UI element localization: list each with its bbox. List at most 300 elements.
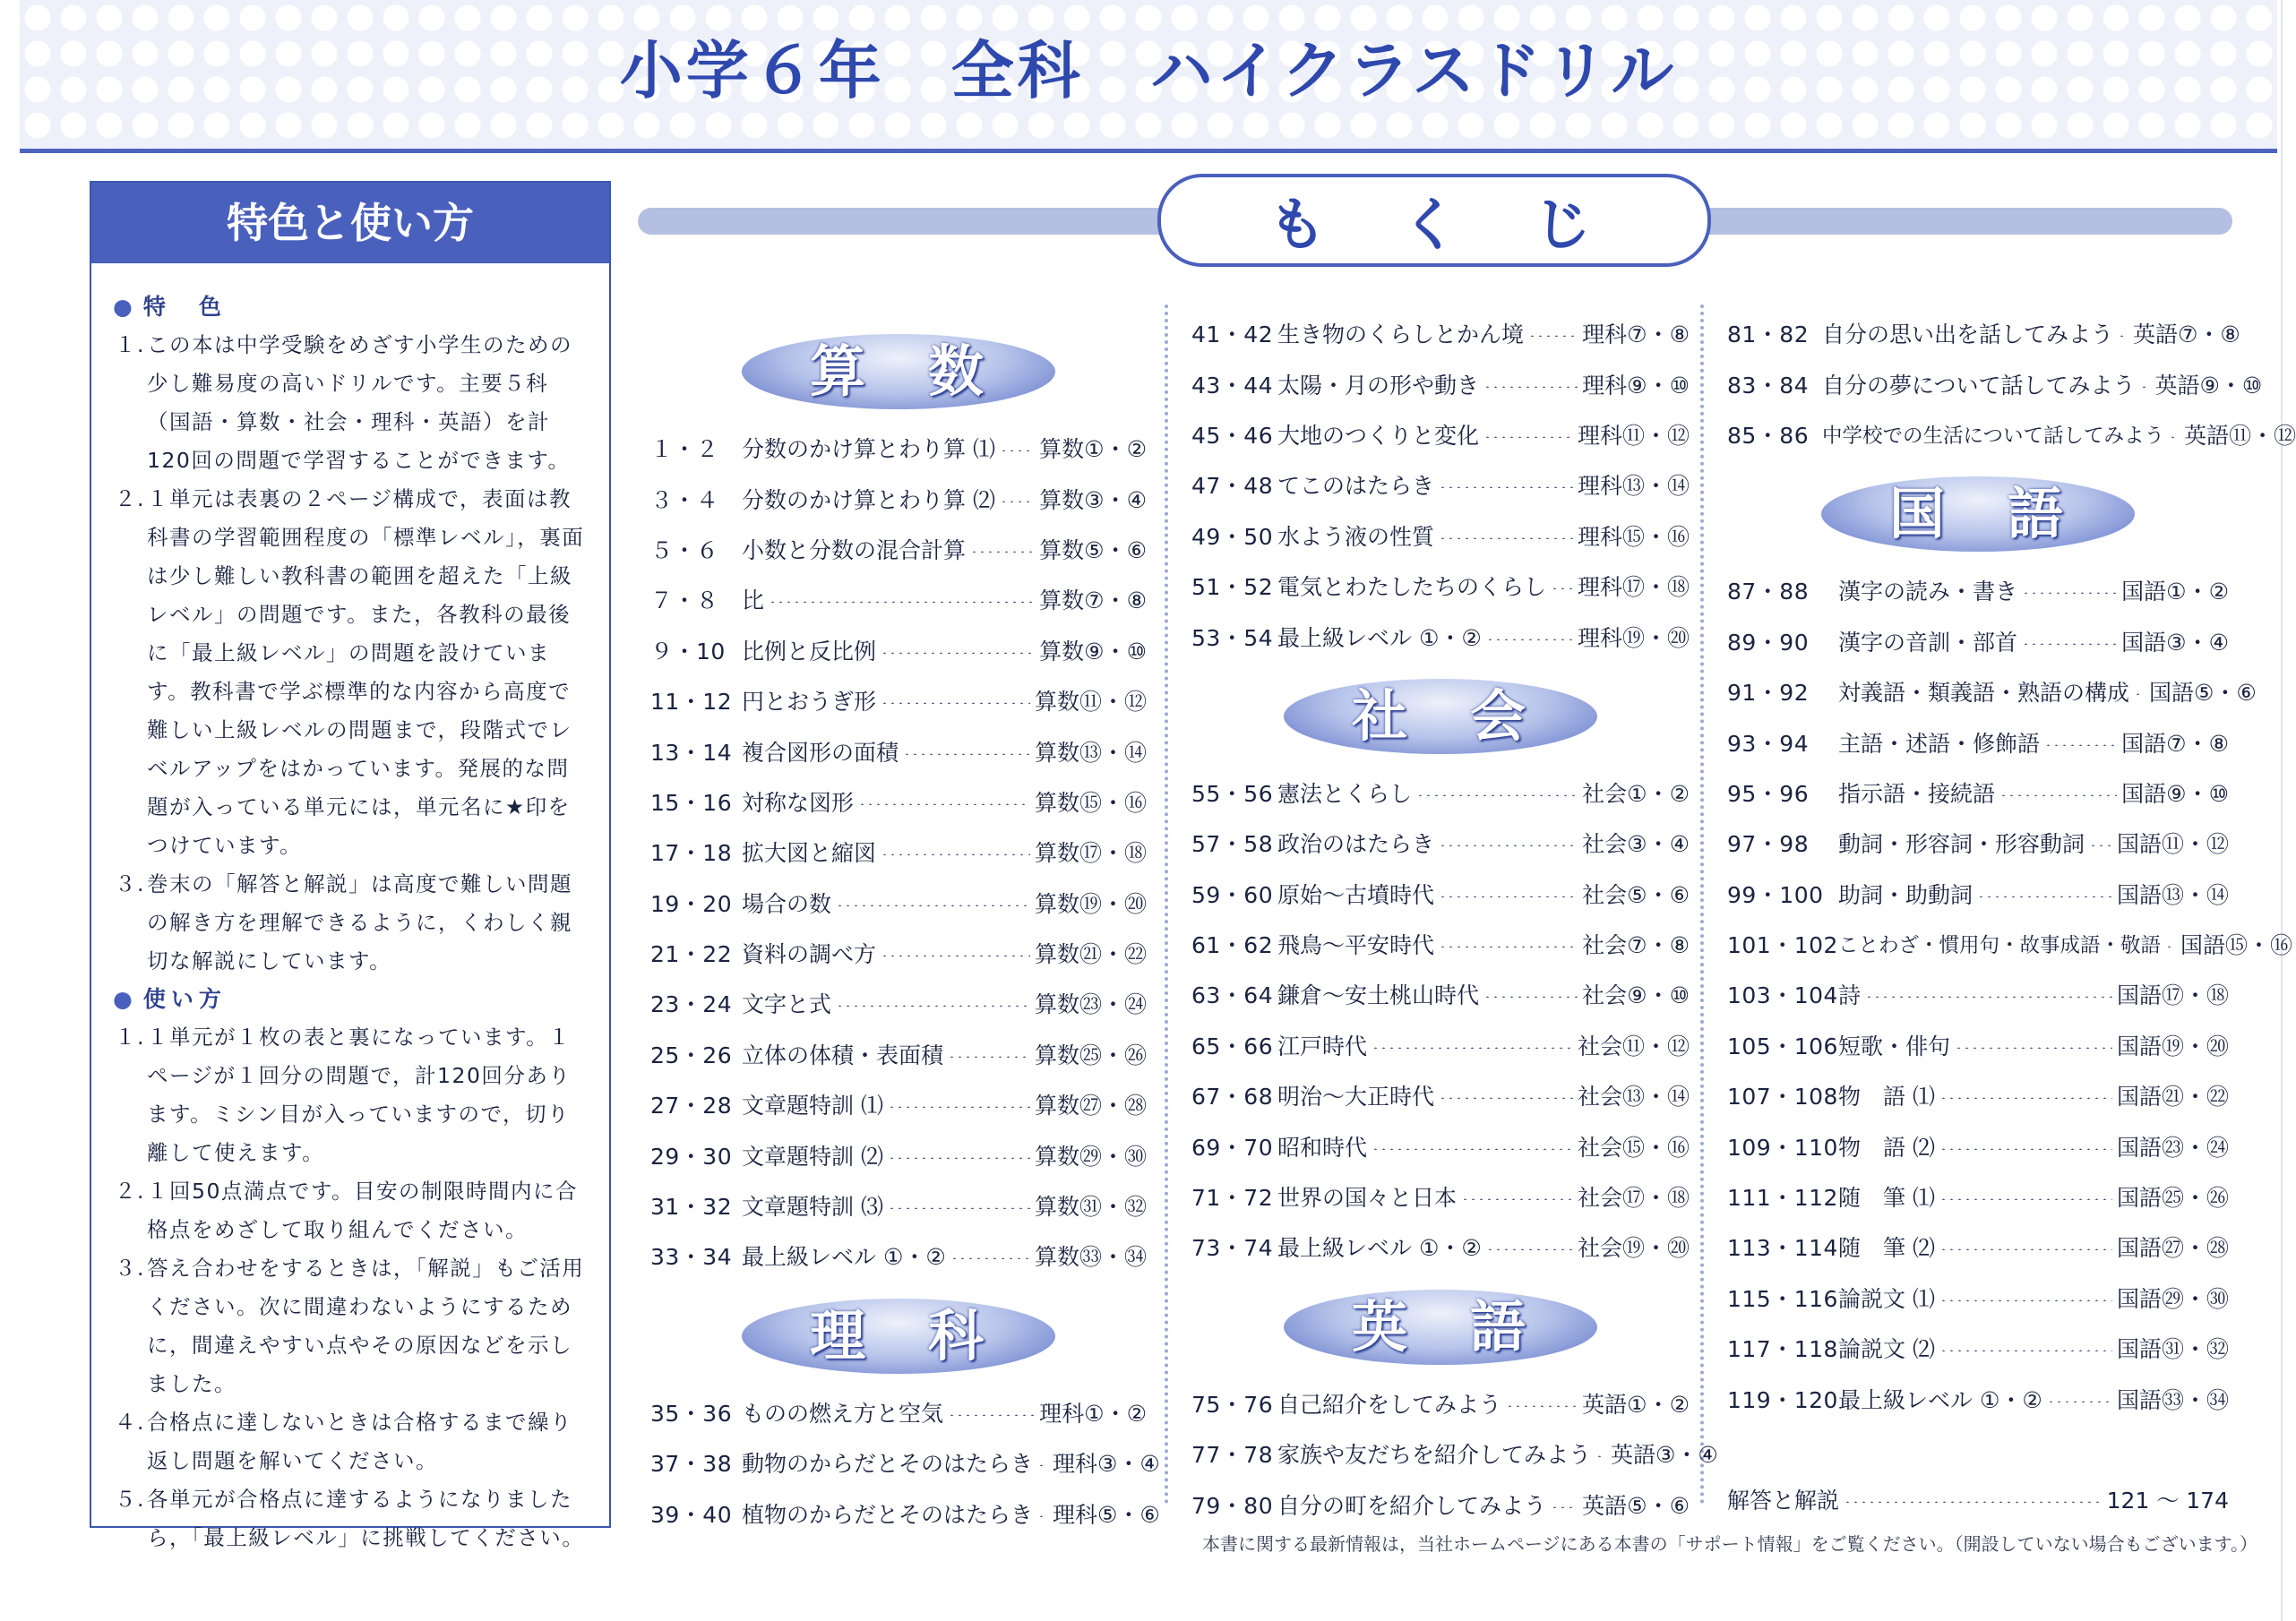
dot-leader bbox=[2022, 643, 2117, 645]
toc-entry[interactable] bbox=[1191, 919, 1690, 969]
toc-page-range: 85・86 bbox=[1727, 422, 1810, 449]
toc-unit-ref: 国語⑲・⑳ bbox=[2116, 1033, 2229, 1059]
toc-page-range: 39・40 bbox=[650, 1501, 733, 1528]
toc-entry[interactable] bbox=[1191, 1479, 1690, 1529]
toc-page-range: 29・30 bbox=[650, 1143, 733, 1170]
toc-entry[interactable] bbox=[1727, 409, 2296, 459]
toc-entry[interactable] bbox=[650, 1029, 1147, 1079]
toc-page-range: 99・100 bbox=[1727, 881, 1824, 908]
dot-leader bbox=[948, 1056, 1030, 1058]
toc-unit-ref: 社会⑰・⑱ bbox=[1577, 1185, 1690, 1212]
toc-unit-name: 対称な図形 bbox=[742, 789, 855, 816]
usage-item-text: 答え合わせをするときは，「解説」もご活用ください。次に間違わないようにするために，間違えやすい点やその原因などを示しました。 bbox=[147, 1256, 585, 1396]
toc-entry[interactable] bbox=[1191, 969, 1690, 1019]
toc-unit-name: 分数のかけ算とわり算 ⑴ bbox=[742, 436, 995, 463]
toc-entry[interactable] bbox=[1727, 1373, 2229, 1423]
toc-page-range: ３・４ bbox=[650, 486, 719, 513]
toc-unit-name: 最上級レベル ①・② bbox=[1838, 1386, 2042, 1413]
toc-unit-ref: 社会⑬・⑭ bbox=[1577, 1084, 1690, 1111]
dot-leader bbox=[1439, 486, 1573, 488]
toc-unit-ref: 理科①・② bbox=[1039, 1400, 1147, 1427]
toc-unit-ref: 算数⑲・⑳ bbox=[1034, 890, 1147, 917]
toc-unit-ref: 理科⑨・⑩ bbox=[1582, 372, 1690, 399]
subject-label-math: 算 数 bbox=[742, 334, 1055, 409]
toc-unit-ref: 算数⑬・⑭ bbox=[1034, 739, 1147, 766]
usage-item-number: ５. bbox=[115, 1487, 145, 1512]
subject-label-science: 理 科 bbox=[742, 1299, 1055, 1374]
english-entries-continued bbox=[1727, 308, 2296, 459]
toc-entry[interactable] bbox=[650, 423, 1147, 473]
toc-entry[interactable] bbox=[1191, 561, 1690, 611]
toc-entry[interactable] bbox=[1727, 358, 2263, 408]
toc-page-range: 97・98 bbox=[1727, 831, 1810, 858]
toc-unit-name: ことわざ・慣用句・故事成語・敬語 bbox=[1838, 934, 2162, 958]
dot-leader bbox=[1939, 1350, 2112, 1351]
dot-leader bbox=[2047, 1401, 2112, 1402]
dot-leader bbox=[1037, 1464, 1048, 1466]
toc-unit-name: 自分の町を紹介してみよう bbox=[1277, 1492, 1547, 1519]
toc-entry[interactable] bbox=[650, 1231, 1147, 1281]
usage-section-head bbox=[113, 981, 591, 1018]
contents-column-3 bbox=[1727, 308, 2296, 1524]
toc-entry[interactable] bbox=[1191, 1378, 1690, 1428]
usage-item-text: １回50点満点です。目安の制限時間内に合格点をめざして取り組んでください。 bbox=[147, 1179, 579, 1242]
toc-unit-ref: 社会③・④ bbox=[1582, 831, 1690, 858]
toc-unit-ref: 英語①・② bbox=[1582, 1391, 1690, 1418]
toc-entry[interactable] bbox=[1727, 768, 2229, 818]
toc-entry[interactable] bbox=[650, 1079, 1147, 1129]
toc-unit-ref: 算数⑨・⑩ bbox=[1039, 638, 1147, 665]
toc-entry[interactable] bbox=[1191, 611, 1690, 661]
toc-unit-ref: 社会⑪・⑫ bbox=[1577, 1033, 1690, 1059]
dot-leader bbox=[1551, 588, 1573, 589]
toc-entry[interactable] bbox=[1191, 459, 1690, 510]
toc-entry[interactable] bbox=[1727, 1070, 2229, 1120]
science-entries bbox=[650, 1387, 1160, 1539]
toc-unit-name: 物 語 ⑴ bbox=[1838, 1084, 1935, 1111]
toc-unit-ref: 国語①・② bbox=[2121, 579, 2229, 605]
toc-page-range: 23・24 bbox=[650, 991, 733, 1018]
toc-unit-ref: 理科⑲・⑳ bbox=[1577, 624, 1690, 651]
toc-unit-name: 昭和時代 bbox=[1277, 1134, 1368, 1161]
toc-unit-ref: 国語⑨・⑩ bbox=[2121, 780, 2229, 807]
toc-entry[interactable] bbox=[650, 1437, 1160, 1488]
toc-page-range: 57・58 bbox=[1191, 831, 1274, 858]
usage-item-text: 各単元が合格点に達するようになりましたら，「最上級レベル」に挑戦してください。 bbox=[147, 1487, 585, 1550]
toc-entry[interactable] bbox=[1191, 869, 1690, 919]
toc-page-range: ７・８ bbox=[650, 588, 719, 614]
answers-spacer bbox=[1727, 1424, 2229, 1474]
toc-unit-ref: 国語㉑・㉒ bbox=[2116, 1084, 2229, 1111]
toc-unit-ref: 英語⑪・⑫ bbox=[2184, 422, 2296, 449]
toc-unit-name: 最上級レベル ①・② bbox=[1277, 624, 1482, 651]
toc-unit-ref: 算数①・② bbox=[1039, 436, 1147, 463]
features-body bbox=[91, 263, 609, 1557]
toc-entry[interactable] bbox=[1191, 1222, 1690, 1272]
dot-leader bbox=[1939, 1097, 2112, 1099]
dot-leader bbox=[1372, 1047, 1573, 1049]
toc-entry[interactable] bbox=[1727, 1273, 2229, 1323]
toc-page-range: 51・52 bbox=[1191, 574, 1274, 601]
toc-unit-ref: 国語㉗・㉘ bbox=[2116, 1235, 2229, 1262]
toc-unit-name: 家族や友だちを紹介してみよう bbox=[1277, 1442, 1592, 1469]
toc-page-range: 91・92 bbox=[1727, 680, 1810, 707]
dot-leader bbox=[2118, 335, 2128, 337]
dot-leader bbox=[1939, 1248, 2112, 1250]
dot-leader bbox=[1000, 501, 1035, 502]
feature-item bbox=[113, 326, 591, 480]
toc-unit-name: 漢字の読み・書き bbox=[1838, 579, 2018, 605]
toc-page-range: 93・94 bbox=[1727, 730, 1810, 757]
dot-leader bbox=[1939, 1148, 2112, 1150]
toc-unit-ref: 国語⑬・⑭ bbox=[2116, 881, 2229, 908]
toc-unit-name: ものの燃え方と空気 bbox=[742, 1400, 944, 1427]
toc-unit-ref: 英語⑨・⑩ bbox=[2154, 372, 2263, 399]
toc-unit-ref: 算数㉙・㉚ bbox=[1034, 1143, 1147, 1170]
toc-unit-name: 政治のはたらき bbox=[1277, 831, 1435, 858]
toc-unit-ref: 算数㉑・㉒ bbox=[1034, 941, 1147, 968]
toc-unit-name: 随 筆 ⑵ bbox=[1838, 1235, 1935, 1262]
toc-unit-name: 比 bbox=[742, 588, 765, 614]
dot-leader bbox=[970, 551, 1035, 553]
usage-item-text: 合格点に達しないときは合格するまで繰り返し問題を解いてください。 bbox=[147, 1410, 572, 1473]
toc-unit-ref: 理科⑬・⑭ bbox=[1577, 473, 1690, 500]
toc-unit-ref: 理科⑦・⑧ bbox=[1582, 322, 1690, 348]
toc-unit-name: 憲法とくらし bbox=[1277, 780, 1413, 807]
usage-item-number: ３. bbox=[115, 1256, 145, 1281]
toc-entry[interactable] bbox=[1727, 565, 2229, 615]
japanese-entries bbox=[1727, 565, 2293, 1424]
usage-item-number: ２. bbox=[115, 1179, 145, 1204]
toc-unit-name: 自分の思い出を話してみよう bbox=[1822, 322, 2114, 348]
toc-unit-ref: 社会⑤・⑥ bbox=[1582, 881, 1690, 908]
usage-section-label: 使い方 bbox=[142, 986, 227, 1012]
toc-unit-name: 生き物のくらしとかん境 bbox=[1277, 322, 1525, 348]
toc-entry[interactable] bbox=[1727, 1171, 2229, 1222]
toc-unit-ref: 国語㉙・㉚ bbox=[2116, 1285, 2229, 1312]
toc-page-range: 107・108 bbox=[1727, 1084, 1838, 1111]
toc-page-range: 11・12 bbox=[650, 689, 733, 716]
toc-page-range: 19・20 bbox=[650, 890, 733, 917]
toc-unit-ref: 国語③・④ bbox=[2121, 629, 2229, 656]
toc-entry[interactable] bbox=[1727, 716, 2229, 767]
toc-page-range: 87・88 bbox=[1727, 579, 1810, 605]
toc-page-range: 65・66 bbox=[1191, 1033, 1274, 1059]
usage-item-number: ４. bbox=[115, 1410, 145, 1435]
feature-item-number: １. bbox=[115, 332, 145, 357]
toc-page-range: 37・38 bbox=[650, 1451, 733, 1478]
dot-leader bbox=[1528, 335, 1578, 337]
toc-entry[interactable] bbox=[1191, 358, 1690, 408]
toc-unit-ref: 英語⑤・⑥ bbox=[1582, 1492, 1690, 1519]
feature-item-number: ２. bbox=[115, 486, 145, 511]
toc-unit-ref: 国語⑤・⑥ bbox=[2149, 680, 2257, 707]
toc-page-range: ５・６ bbox=[650, 536, 719, 563]
toc-unit-ref: 国語㉓・㉔ bbox=[2116, 1134, 2229, 1161]
toc-unit-ref: 理科③・④ bbox=[1053, 1451, 1160, 1478]
toc-unit-name: 江戸時代 bbox=[1277, 1033, 1368, 1059]
toc-page-range: 41・42 bbox=[1191, 322, 1274, 348]
toc-entry[interactable] bbox=[1191, 1120, 1690, 1171]
toc-unit-ref: 理科⑪・⑫ bbox=[1577, 422, 1690, 449]
toc-page-range: 31・32 bbox=[650, 1194, 733, 1221]
toc-unit-name: 文字と式 bbox=[742, 991, 832, 1018]
dot-leader bbox=[888, 1157, 1030, 1159]
toc-entry[interactable] bbox=[650, 827, 1147, 877]
answers-entry[interactable] bbox=[1727, 1474, 2229, 1524]
toc-entry[interactable] bbox=[1727, 969, 2229, 1019]
toc-entry[interactable] bbox=[650, 776, 1147, 827]
toc-page-range: 53・54 bbox=[1191, 624, 1274, 651]
dot-leader bbox=[1483, 996, 1578, 998]
toc-unit-name: 物 語 ⑵ bbox=[1838, 1134, 1935, 1161]
toc-unit-name: 資料の調べ方 bbox=[742, 941, 877, 968]
toc-unit-name: 電気とわたしたちのくらし bbox=[1277, 574, 1547, 601]
features-section-head bbox=[113, 288, 591, 326]
dot-leader bbox=[1999, 794, 2117, 796]
toc-unit-name: 明治～大正時代 bbox=[1277, 1084, 1435, 1111]
toc-unit-name: 比例と反比例 bbox=[742, 638, 877, 665]
column-divider bbox=[1165, 304, 1168, 1505]
toc-unit-ref: 算数㉓・㉔ bbox=[1034, 991, 1147, 1018]
toc-entry[interactable] bbox=[650, 725, 1147, 776]
toc-page-range: 35・36 bbox=[650, 1400, 733, 1427]
toc-entry[interactable] bbox=[1191, 1171, 1690, 1222]
dot-leader bbox=[1595, 1455, 1606, 1457]
toc-unit-ref: 算数⑪・⑫ bbox=[1034, 689, 1147, 716]
toc-entry[interactable] bbox=[650, 928, 1147, 978]
dot-leader bbox=[1439, 1097, 1573, 1099]
toc-entry[interactable] bbox=[1727, 616, 2229, 666]
toc-page-range: 61・62 bbox=[1191, 932, 1274, 959]
toc-unit-name: 主語・述語・修飾語 bbox=[1838, 730, 2041, 757]
dot-leader bbox=[1486, 1248, 1573, 1250]
subject-label-english: 英 語 bbox=[1284, 1290, 1597, 1365]
toc-unit-name: 動詞・形容詞・形容動詞 bbox=[1838, 831, 2085, 858]
toc-page-range: 113・114 bbox=[1727, 1235, 1838, 1262]
dot-leader bbox=[881, 853, 1030, 855]
toc-unit-name: 植物のからだとそのはたらき bbox=[742, 1501, 1034, 1528]
toc-entry[interactable] bbox=[650, 1129, 1147, 1179]
toc-page-range: 47・48 bbox=[1191, 473, 1274, 500]
dot-leader bbox=[1939, 1299, 2112, 1301]
toc-entry[interactable] bbox=[650, 878, 1147, 928]
toc-unit-name: 文章題特訓 ⑴ bbox=[742, 1093, 883, 1119]
dot-leader bbox=[1844, 1501, 2103, 1503]
toc-page-range: 105・106 bbox=[1727, 1033, 1838, 1059]
toc-unit-name: 複合図形の面積 bbox=[742, 739, 899, 766]
toc-unit-name: 原始～古墳時代 bbox=[1277, 881, 1435, 908]
features-heading: 特色と使い方 bbox=[91, 183, 609, 263]
toc-unit-name: 動物のからだとそのはたらき bbox=[742, 1451, 1034, 1478]
toc-entry[interactable] bbox=[1727, 1020, 2229, 1070]
toc-unit-name: 大地のつくりと変化 bbox=[1277, 422, 1480, 449]
toc-entry[interactable] bbox=[650, 1387, 1147, 1437]
dot-leader bbox=[769, 601, 1035, 603]
toc-unit-ref: 社会⑮・⑯ bbox=[1577, 1134, 1690, 1161]
subject-label-social: 社 会 bbox=[1284, 679, 1597, 754]
dot-leader bbox=[836, 1005, 1030, 1007]
toc-page-range: 83・84 bbox=[1727, 372, 1810, 399]
toc-entry[interactable] bbox=[1727, 308, 2240, 358]
toc-entry[interactable] bbox=[650, 675, 1147, 725]
subject-header-social bbox=[1191, 665, 1690, 768]
toc-unit-name: 太陽・月の形や動き bbox=[1277, 372, 1480, 399]
toc-entry[interactable] bbox=[1191, 818, 1690, 868]
dot-leader bbox=[881, 702, 1030, 704]
dot-leader bbox=[1955, 1047, 2112, 1049]
toc-unit-name: 場合の数 bbox=[742, 890, 832, 917]
toc-unit-ref: 社会⑲・⑳ bbox=[1577, 1235, 1690, 1262]
answers-name: 解答と解説 bbox=[1727, 1488, 1840, 1514]
dot-leader bbox=[1416, 794, 1578, 796]
feature-item-number: ３. bbox=[115, 871, 145, 896]
toc-page-range: 111・112 bbox=[1727, 1185, 1838, 1212]
toc-unit-name: 詩 bbox=[1838, 982, 1862, 1009]
toc-page-range: 73・74 bbox=[1191, 1235, 1274, 1262]
toc-page-range: 89・90 bbox=[1727, 629, 1810, 656]
toc-unit-ref: 算数⑰・⑱ bbox=[1034, 840, 1147, 867]
toc-unit-name: 拡大図と縮図 bbox=[742, 840, 877, 867]
toc-entry[interactable] bbox=[650, 574, 1147, 624]
toc-entry[interactable] bbox=[1191, 768, 1690, 818]
feature-item-text: １単元は表裏の２ページ構成で，表面は教科書の学習範囲程度の「標準レベル」，裏面は少し難しい教科書の範囲を超えた「上級レベル」の問題です。また，各教科の最後に「最上級レベル」の問題を設けています。教科書で学ぶ標準的な内容から高度で難しい上級レベルの問題まで，段階式でレベルアップをはかっています。発展的な問題が入っている単元には，単元名に★印をつけています。 bbox=[147, 486, 585, 858]
dot-leader bbox=[2165, 946, 2176, 948]
toc-entry[interactable] bbox=[650, 978, 1147, 1028]
toc-unit-name: 自分の夢について話してみよう bbox=[1822, 372, 2136, 399]
toc-entry[interactable] bbox=[650, 1488, 1160, 1538]
subject-header-math bbox=[650, 321, 1147, 423]
page-edge-line bbox=[2281, 0, 2283, 1621]
toc-unit-name: 随 筆 ⑴ bbox=[1838, 1185, 1935, 1212]
dot-leader bbox=[1439, 946, 1578, 948]
toc-unit-ref: 英語③・④ bbox=[1611, 1442, 1718, 1469]
usage-item bbox=[113, 1018, 591, 1172]
features-panel bbox=[90, 181, 611, 1550]
dot-leader bbox=[888, 1207, 1030, 1209]
dot-leader bbox=[1483, 436, 1573, 438]
toc-entry[interactable] bbox=[1191, 409, 1690, 459]
toc-unit-ref: 社会⑦・⑧ bbox=[1582, 932, 1690, 959]
dot-leader bbox=[1439, 537, 1573, 539]
dot-leader bbox=[881, 652, 1035, 654]
dot-leader bbox=[903, 753, 1030, 755]
dot-leader bbox=[1439, 845, 1578, 846]
toc-entry[interactable] bbox=[1727, 869, 2229, 919]
features-section-label: 特 色 bbox=[142, 294, 227, 320]
toc-unit-name: 短歌・俳句 bbox=[1838, 1033, 1951, 1059]
toc-entry[interactable] bbox=[1727, 919, 2293, 969]
toc-entry[interactable] bbox=[1191, 1020, 1690, 1070]
dot-leader bbox=[858, 803, 1030, 805]
dot-leader bbox=[1977, 896, 2112, 897]
dot-leader bbox=[2089, 845, 2112, 846]
toc-unit-ref: 算数㉛・㉜ bbox=[1034, 1194, 1147, 1221]
column-divider bbox=[1700, 304, 1704, 1505]
contents-column-2 bbox=[1191, 308, 1718, 1530]
toc-page-range: ９・10 bbox=[650, 638, 726, 665]
subject-header-japanese bbox=[1727, 463, 2229, 565]
title-header bbox=[20, 0, 2277, 153]
toc-entry[interactable] bbox=[1191, 510, 1690, 561]
feature-item bbox=[113, 480, 591, 865]
english-entries bbox=[1191, 1378, 1718, 1530]
toc-page-range: 43・44 bbox=[1191, 372, 1274, 399]
toc-unit-name: 水よう液の性質 bbox=[1277, 523, 1435, 550]
dot-leader bbox=[950, 1257, 1030, 1259]
toc-page-range: 101・102 bbox=[1727, 932, 1838, 959]
toc-unit-name: 文章題特訓 ⑶ bbox=[742, 1194, 883, 1221]
toc-unit-ref: 社会①・② bbox=[1582, 780, 1690, 807]
toc-unit-ref: 国語㉝・㉞ bbox=[2116, 1386, 2229, 1413]
toc-entry[interactable] bbox=[1727, 666, 2257, 716]
toc-page-range: 67・68 bbox=[1191, 1084, 1274, 1111]
toc-unit-name: 最上級レベル ①・② bbox=[742, 1244, 946, 1271]
toc-unit-name: 円とおうぎ形 bbox=[742, 689, 877, 716]
dot-leader bbox=[1939, 1198, 2112, 1200]
toc-unit-name: 対義語・類義語・熟語の構成 bbox=[1838, 680, 2130, 707]
contents-heading: も く じ bbox=[1157, 174, 1711, 267]
toc-page-range: 103・104 bbox=[1727, 982, 1838, 1009]
dot-leader bbox=[1461, 1198, 1573, 1200]
dot-leader bbox=[836, 905, 1030, 906]
toc-unit-name: 飛鳥～平安時代 bbox=[1277, 932, 1435, 959]
toc-page-range: 119・120 bbox=[1727, 1386, 1838, 1413]
bullet-dot-icon: ● bbox=[113, 294, 138, 320]
toc-unit-name: 中学校での生活について話してみよう bbox=[1822, 424, 2165, 448]
toc-entry[interactable] bbox=[650, 473, 1147, 523]
toc-entry[interactable] bbox=[650, 1180, 1147, 1231]
toc-page-range: 21・22 bbox=[650, 941, 733, 968]
toc-page-range: 45・46 bbox=[1191, 422, 1274, 449]
toc-unit-ref: 算数③・④ bbox=[1039, 486, 1147, 513]
dot-leader bbox=[2022, 592, 2117, 594]
toc-unit-name: 論説文 ⑵ bbox=[1838, 1336, 1935, 1363]
toc-unit-ref: 算数⑤・⑥ bbox=[1039, 536, 1147, 563]
dot-leader bbox=[1483, 386, 1578, 388]
toc-entry[interactable] bbox=[1191, 1070, 1690, 1120]
toc-page-range: 63・64 bbox=[1191, 982, 1274, 1009]
toc-unit-ref: 理科⑰・⑱ bbox=[1577, 574, 1690, 601]
toc-entry[interactable] bbox=[1191, 308, 1690, 358]
toc-unit-ref: 英語⑦・⑧ bbox=[2133, 322, 2240, 348]
toc-entry[interactable] bbox=[1727, 1222, 2229, 1272]
science-entries-continued bbox=[1191, 308, 1690, 662]
toc-page-range: 13・14 bbox=[650, 739, 733, 766]
toc-unit-name: 論説文 ⑴ bbox=[1838, 1285, 1935, 1312]
dot-leader bbox=[1037, 1515, 1048, 1517]
toc-unit-name: 最上級レベル ①・② bbox=[1277, 1235, 1482, 1262]
usage-item bbox=[113, 1249, 591, 1403]
toc-page-range: 75・76 bbox=[1191, 1391, 1274, 1418]
toc-page-range: 33・34 bbox=[650, 1244, 733, 1271]
toc-entry[interactable] bbox=[1727, 1323, 2229, 1373]
toc-entry[interactable] bbox=[1727, 818, 2229, 868]
toc-entry[interactable] bbox=[1191, 1428, 1718, 1479]
math-entries bbox=[650, 423, 1147, 1282]
toc-unit-name: 立体の体積・表面積 bbox=[742, 1042, 944, 1068]
dot-leader bbox=[1439, 896, 1578, 897]
dot-leader bbox=[2134, 693, 2145, 695]
toc-entry[interactable] bbox=[1727, 1120, 2229, 1171]
dot-leader bbox=[1486, 639, 1573, 640]
toc-unit-ref: 国語⑮・⑯ bbox=[2180, 932, 2293, 959]
toc-entry[interactable] bbox=[650, 524, 1147, 574]
toc-page-range: 25・26 bbox=[650, 1042, 733, 1068]
toc-unit-ref: 算数㉗・㉘ bbox=[1034, 1093, 1147, 1119]
toc-page-range: 115・116 bbox=[1727, 1285, 1838, 1312]
toc-entry[interactable] bbox=[650, 625, 1147, 675]
